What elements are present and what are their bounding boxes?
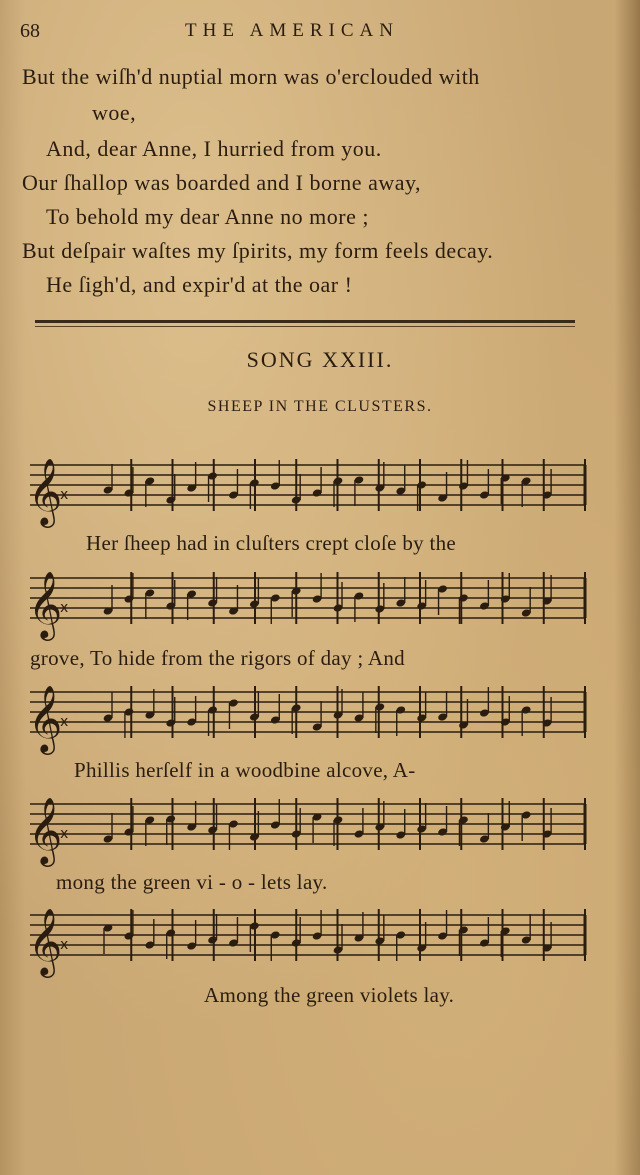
verse-line: Our ſhallop was boarded and I borne away,	[22, 170, 422, 195]
running-title: THE AMERICAN	[185, 20, 399, 41]
treble-clef-icon: 𝄞	[28, 457, 63, 525]
key-signature-icon: x	[60, 714, 69, 730]
music-staff	[0, 455, 640, 535]
music-staff	[0, 794, 640, 874]
lyric-line: mong the green vi - o - lets lay.	[56, 870, 328, 894]
treble-clef-icon: 𝄞	[28, 684, 63, 752]
key-signature-icon: x	[60, 487, 69, 503]
section-rule	[35, 320, 575, 323]
music-staff	[0, 682, 640, 762]
treble-clef-icon: 𝄞	[28, 907, 63, 975]
verse-line: woe,	[92, 100, 137, 125]
verse-line: But the wiſh'd nuptial morn was o'erclouded with	[22, 64, 480, 89]
key-signature-icon: x	[60, 826, 69, 842]
verse-line: To behold my dear Anne no more ;	[46, 204, 370, 229]
tune-title: SHEEP IN THE CLUSTERS.	[207, 398, 433, 415]
lyric-line: Phillis herſelf in a woodbine alcove, A-	[74, 758, 416, 782]
music-staff	[0, 568, 640, 648]
treble-clef-icon: 𝄞	[28, 796, 63, 864]
treble-clef-icon: 𝄞	[28, 570, 63, 638]
music-staff	[0, 905, 640, 985]
key-signature-icon: x	[60, 937, 69, 953]
verse-line: He ſigh'd, and expir'd at the oar !	[46, 272, 353, 297]
lyric-line: Among the green violets lay.	[204, 983, 455, 1007]
section-rule-thin	[35, 326, 575, 327]
lyric-line: Her ſheep had in cluſters crept cloſe by the	[86, 531, 457, 555]
song-title: SONG XXIII.	[246, 347, 394, 372]
verse-line: And, dear Anne, I hurried from you.	[46, 136, 382, 161]
running-head	[0, 18, 640, 48]
verse-line: But deſpair waſtes my ſpirits, my form feels decay.	[22, 238, 494, 263]
lyric-line: grove, To hide from the rigors of day ; And	[30, 646, 405, 670]
page-number: 68	[20, 20, 40, 42]
key-signature-icon: x	[60, 600, 69, 616]
